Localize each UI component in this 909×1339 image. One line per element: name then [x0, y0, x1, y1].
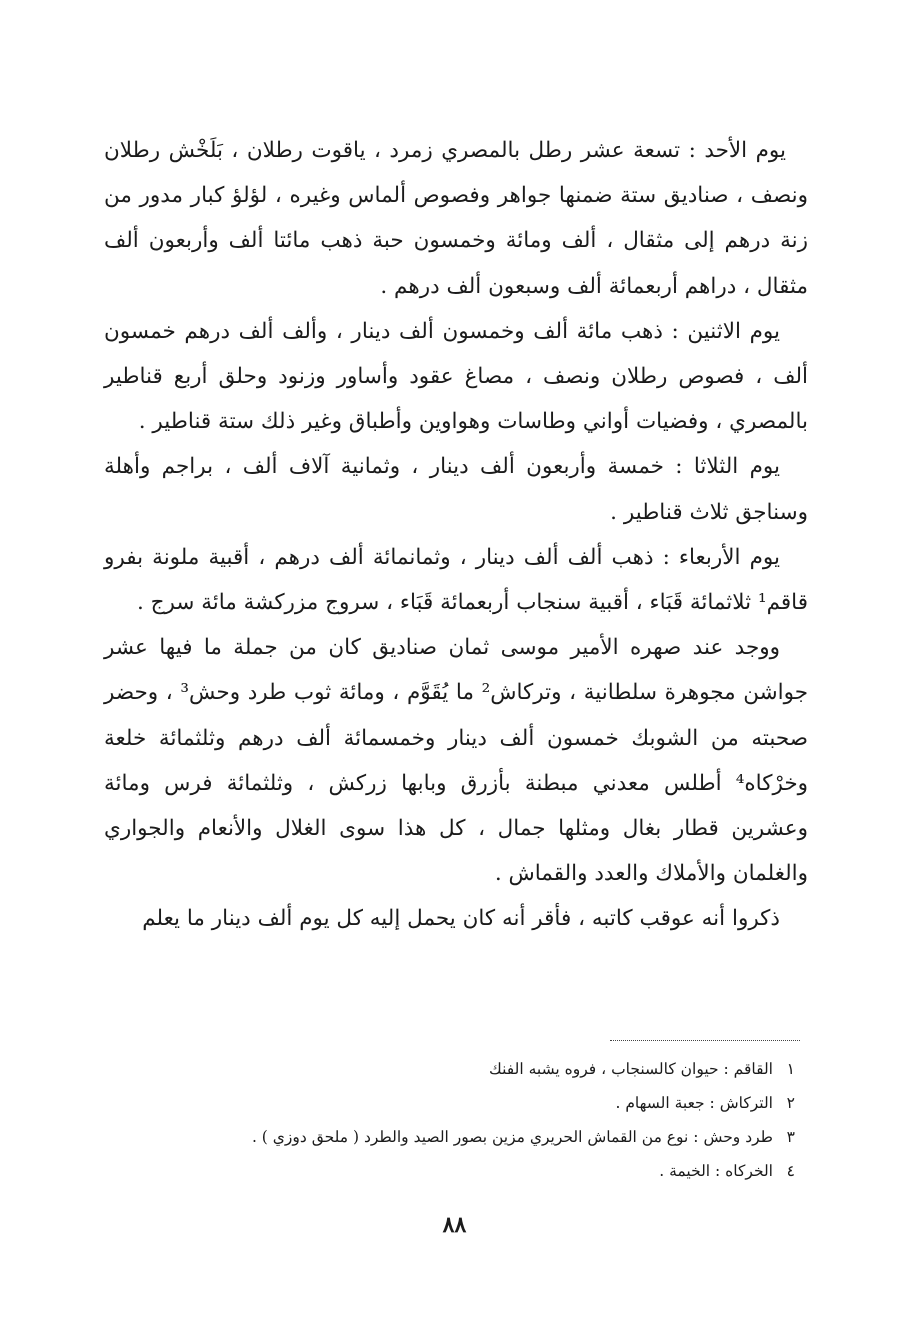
footnote-1	[150, 1052, 795, 1086]
footnote-number: ٢	[786, 1094, 795, 1112]
paragraph-scribe: ذكروا أنه عوقب كاتبه ، فأقر أنه كان يحمل إليه كل يوم ألف دينار ما يعلم	[142, 906, 780, 932]
footnote-2	[150, 1086, 795, 1120]
footnote-4	[150, 1154, 795, 1188]
paragraph-wednesday: يوم الأربعاء : ذهب ألف ألف دينار ، وثمانمائة ألف درهم ، أقبية ملونة بفرو قاقم¹ ثلاثمائة قَبَاء ، أقبية سنجاب أربعمائة قَبَاء ، سروج مزركشة مائة سرج .	[104, 544, 808, 616]
page-number: ٨٨	[442, 1212, 467, 1238]
footnote-number: ١	[786, 1060, 795, 1078]
footnote-text: طرد وحش : نوع من القماش الحريري مزين بصور الصيد والطرد ( ملحق دوزي ) .	[251, 1128, 773, 1146]
footnote-text: القاقم : حيوان كالسنجاب ، فروه يشبه الفنك	[489, 1060, 773, 1078]
footnotes	[150, 1052, 795, 1188]
paragraph-musa: ووجد عند صهره الأمير موسى ثمان صناديق كان من جملة ما فيها عشر جواشن مجوهرة سلطانية ، وتركاش² ما يُقَوَّم ، ومائة ثوب طرد وحش³ ، وحضر صحبته من الشوبك خمسون ألف دينار وخمسمائة ألف درهم وثلثمائة خلعة وخرْكاه⁴ أطلس معدني مبطنة بأزرق وبابها زركش ، وثلثمائة فرس ومائة وعشرين قطار بغال ومثلها جمال ، كل هذا سوى الغلال والأنعام والجواري والغلمان والأملاك والعدد والقماش .	[104, 635, 808, 887]
footnote-separator	[610, 1040, 800, 1041]
paragraph-sunday: يوم الأحد : تسعة عشر رطل بالمصري زمرد ، ياقوت رطلان ، بَلَخْش رطلان ونصف ، صناديق ستة ضمنها جواهر وفصوص ألماس وغيره ، لؤلؤ كبار مدور من زنة درهم إلى مثقال ، ألف ومائة وخمسون حبة ذهب مائتا ألف وأربعون ألف مثقال ، دراهم أربعمائة ألف وسبعون ألف درهم .	[104, 138, 808, 299]
main-text	[104, 128, 808, 942]
paragraph-monday: يوم الاثنين : ذهب مائة ألف وخمسون ألف دينار ، وألف ألف درهم خمسون ألف ، فصوص رطلان ونصف ، مصاغ عقود وأساور وزنود وحلق أربع قناطير بالمصري ، وفضيات أواني وطاسات وهواوين وأطباق وغير ذلك ستة قناطير .	[104, 318, 808, 435]
footnote-text: الخركاه : الخيمة .	[659, 1162, 773, 1180]
paragraph-tuesday: يوم الثلاثا : خمسة وأربعون ألف دينار ، وثمانية آلاف ألف ، براجم وأهلة وسناجق ثلاث قناطير .	[104, 454, 808, 525]
footnote-number: ٣	[786, 1128, 795, 1146]
footnote-text: التركاش : جعبة السهام .	[615, 1094, 773, 1112]
footnote-number: ٤	[786, 1162, 795, 1180]
footnote-3	[150, 1120, 795, 1154]
